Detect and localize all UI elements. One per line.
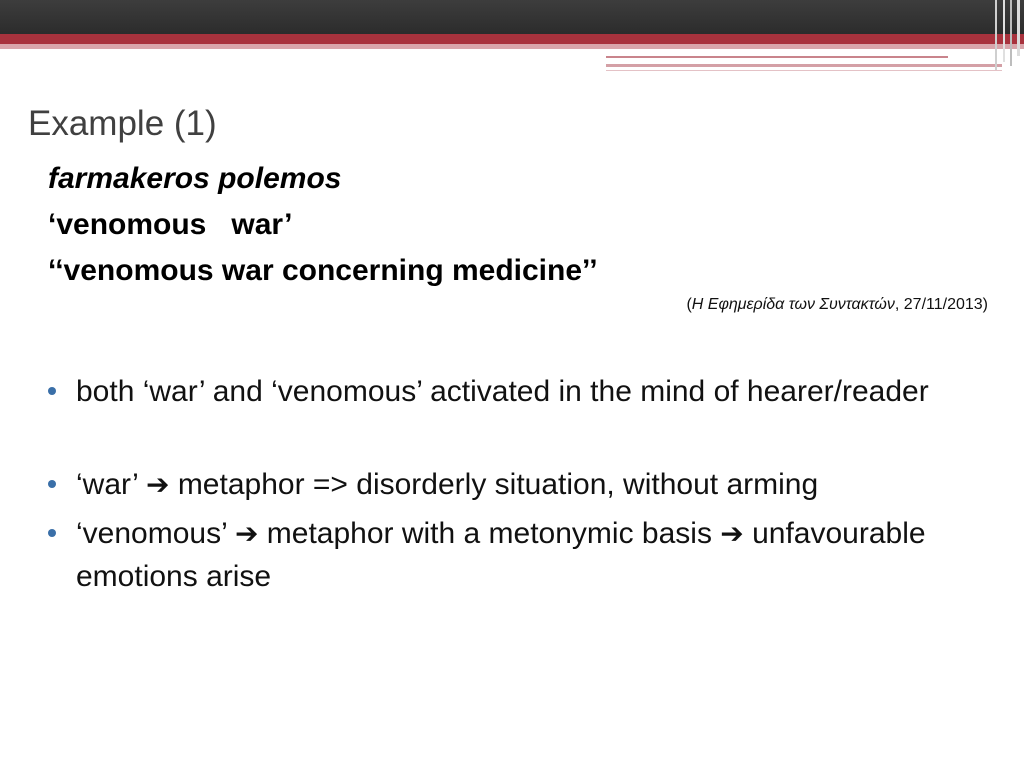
bullet-text: ‘venomous’ bbox=[76, 517, 235, 550]
header-pink-band bbox=[0, 44, 1024, 49]
gloss: ‘‘venomous war concerning medicine’’ bbox=[48, 254, 598, 287]
decorative-stripe bbox=[1010, 0, 1012, 66]
decorative-line bbox=[606, 70, 1002, 71]
source-publication: Η Εφημερίδα των Συντακτών bbox=[691, 296, 895, 313]
example-block bbox=[48, 156, 988, 294]
decorative-line bbox=[606, 56, 948, 58]
bullet-text: both ‘war’ and ‘venomous’ activated in the mind of hearer/reader bbox=[76, 375, 929, 408]
decorative-stripe bbox=[995, 0, 997, 70]
source-open-paren: ( bbox=[686, 296, 692, 313]
greek-phrase: farmakeros polemos bbox=[48, 162, 342, 195]
decorative-stripe bbox=[1003, 0, 1005, 62]
decorative-line bbox=[606, 64, 1002, 67]
right-arrow-icon: ➔ bbox=[234, 518, 259, 549]
header-red-band bbox=[0, 34, 1024, 44]
slide-title: Example (1) bbox=[28, 104, 217, 143]
right-arrow-icon: ➔ bbox=[146, 469, 170, 500]
literal-translation: ‘venomous war’ bbox=[48, 208, 293, 241]
source-citation bbox=[48, 296, 988, 314]
right-arrow-icon: ➔ bbox=[720, 518, 744, 549]
bullet-item bbox=[48, 512, 948, 598]
bullet-dot-icon bbox=[48, 529, 56, 537]
bullet-text: ‘war’ bbox=[76, 468, 147, 501]
source-date: , 27/11/2013) bbox=[894, 296, 988, 313]
bullet-item bbox=[48, 463, 948, 506]
bullet-text: metaphor => disorderly situation, without arming bbox=[169, 468, 819, 501]
bullet-text: unfavourable emotions arise bbox=[76, 517, 926, 593]
bullet-text: metaphor with a metonymic basis bbox=[258, 517, 721, 550]
bullet-dot-icon bbox=[48, 480, 56, 488]
header-dark-band bbox=[0, 0, 1024, 34]
bullet-item bbox=[48, 370, 948, 413]
bullet-dot-icon bbox=[48, 387, 56, 395]
decorative-stripe bbox=[1017, 0, 1020, 56]
bullet-list bbox=[48, 370, 948, 598]
